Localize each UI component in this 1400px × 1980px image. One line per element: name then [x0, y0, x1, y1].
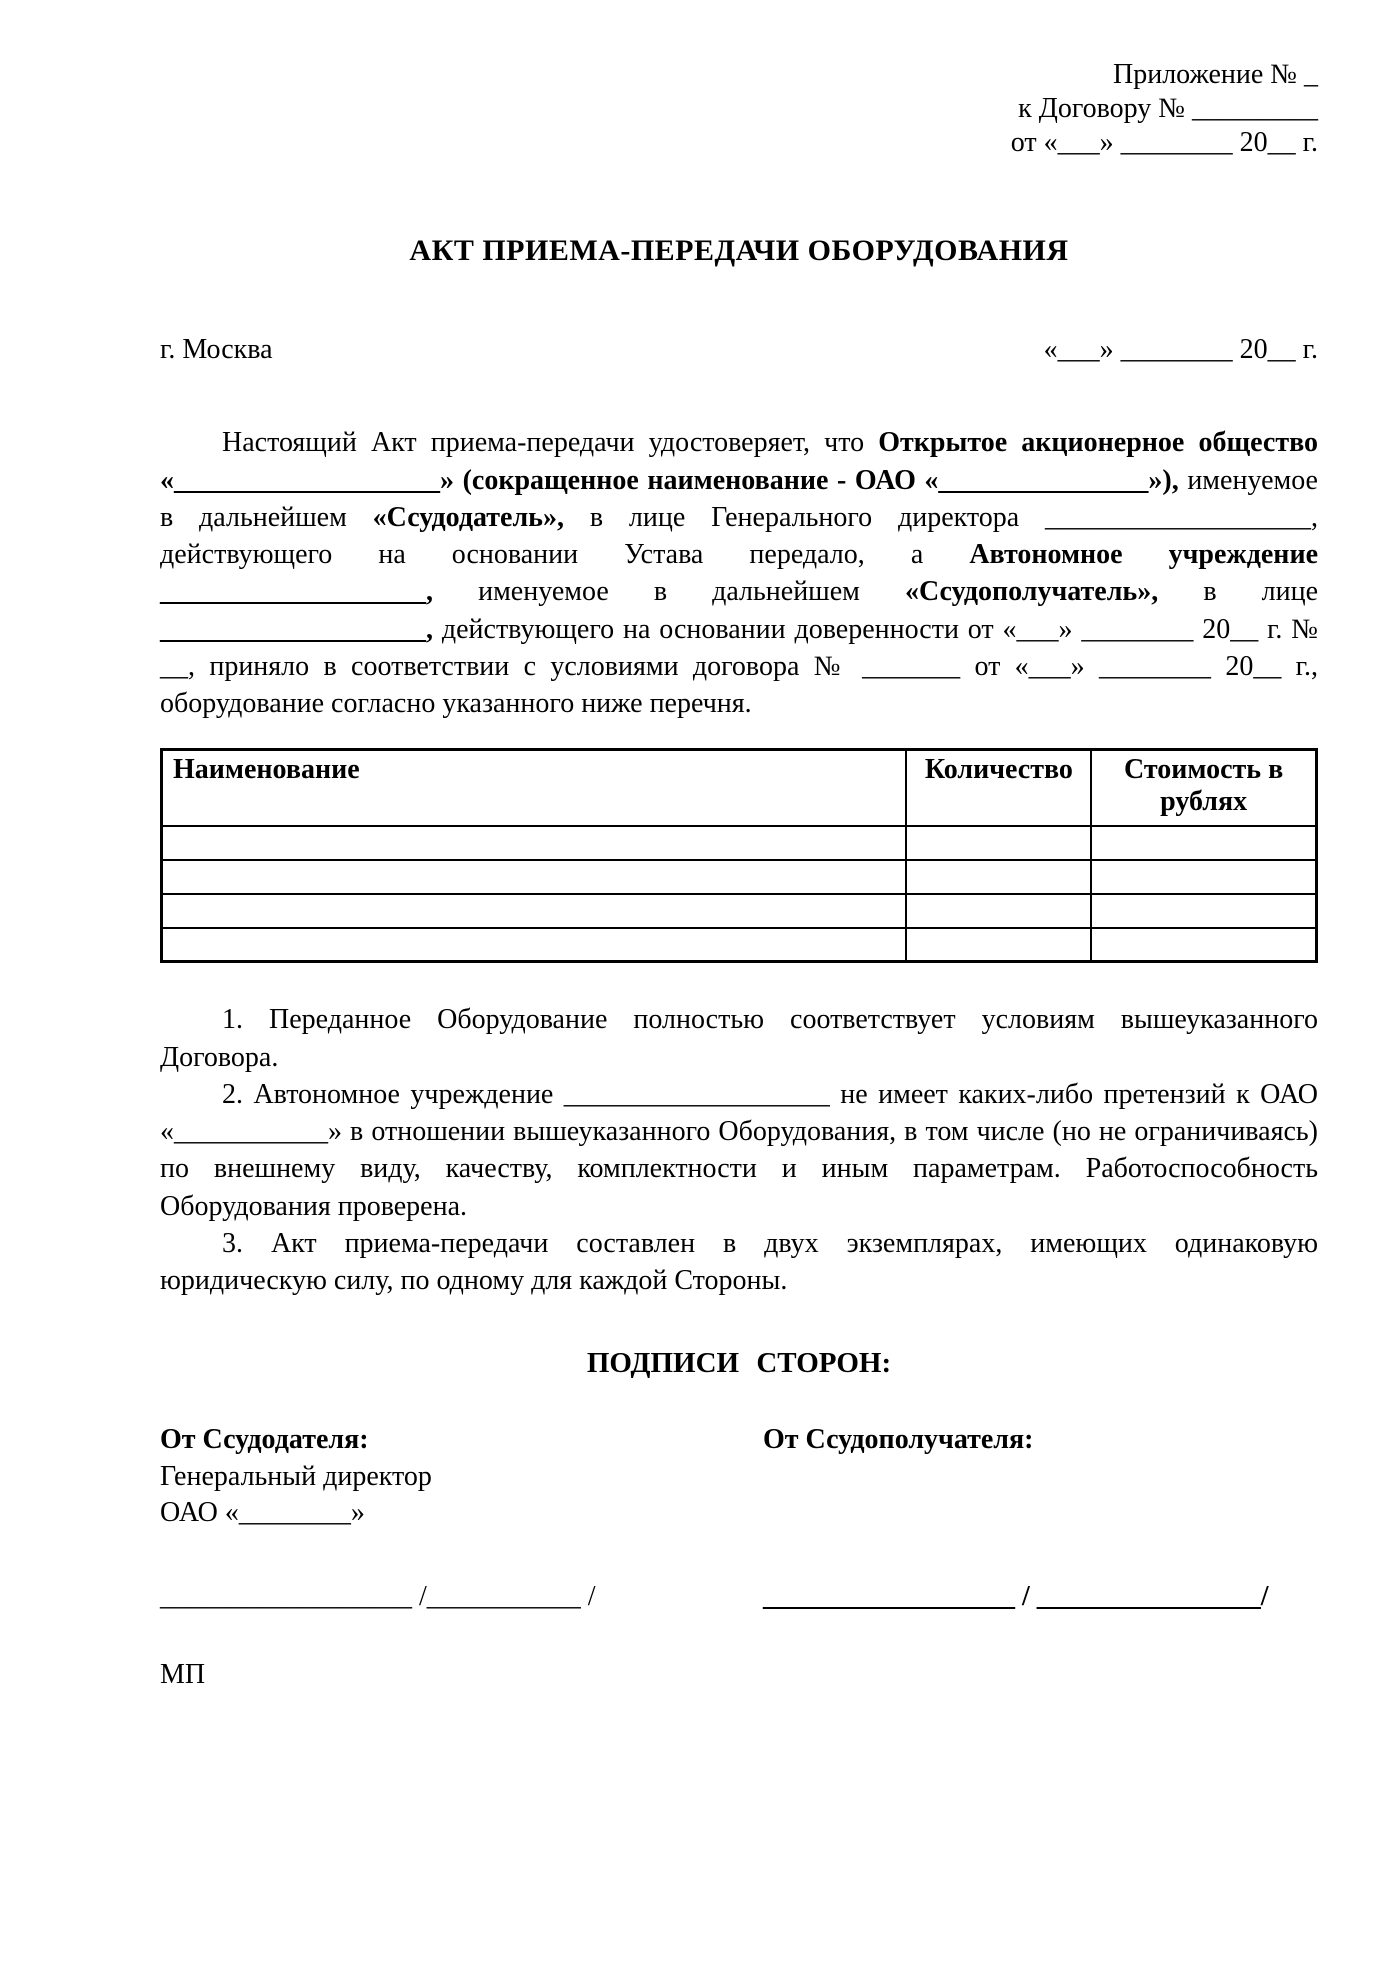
equipment-table-head — [162, 750, 1317, 826]
appendix-header-block — [160, 58, 1318, 160]
table-cell — [1091, 860, 1316, 894]
intro-bold-run: Открытое акционерное общество «___________________» (сокращенное наименование - ОАО «_______________»), — [160, 427, 1318, 496]
column-header-cost: Стоимость в рублях — [1091, 750, 1316, 826]
seal-placeholder: МП — [160, 1659, 206, 1691]
intro-text-run: Настоящий Акт приема-передачи удостоверяет, что — [222, 427, 879, 459]
intro-bold-run: «Ссудодатель», — [372, 501, 564, 533]
clause-3: 3. Акт приема-передачи составлен в двух экземплярах, имеющих одинаковую юридическую силу, по одному для каждой Стороны. — [160, 1227, 1318, 1296]
lender-role: Генеральный директор — [160, 1460, 432, 1492]
column-header-quantity: Количество — [906, 750, 1091, 826]
city-label: г. Москва — [160, 334, 273, 366]
equipment-table — [160, 748, 1318, 963]
intro-bold-run: Автономное учреждение ___________________, — [160, 539, 1319, 608]
table-cell — [162, 928, 907, 962]
intro-text-run: в лице — [1158, 576, 1319, 608]
table-header-row — [162, 750, 1317, 826]
lender-signature-line: __________________ /___________ / — [160, 1581, 596, 1613]
intro-text-run: действующего на основании доверенности от «___» ________ 20__ г. № __, приняло в соответствии с условиями договора № _______ от «___» ________ 20__ г., оборудование согласно указанного ниже перечня. — [160, 613, 1318, 720]
contract-date-line: от «___» ________ 20__ г. — [1010, 127, 1318, 159]
table-cell — [162, 826, 907, 860]
intro-bold-run: «Ссудополучатель», — [904, 576, 1159, 608]
signatures-section-title: ПОДПИСИ СТОРОН: — [586, 1347, 892, 1380]
table-cell — [162, 894, 907, 928]
borrower-signature-column — [739, 1422, 1318, 1531]
table-cell — [906, 894, 1091, 928]
lender-signature-column — [160, 1422, 739, 1531]
table-cell — [1091, 928, 1316, 962]
clause-1: 1. Переданное Оборудование полностью соответствует условиям вышеуказанного Договора. — [160, 1004, 1318, 1073]
intro-bold-run: ___________________, — [160, 613, 433, 645]
place-date-row — [160, 334, 1318, 366]
table-row — [162, 928, 1317, 962]
table-cell — [906, 928, 1091, 962]
table-row — [162, 860, 1317, 894]
table-row — [162, 894, 1317, 928]
clauses-section — [160, 1001, 1318, 1299]
table-cell — [1091, 894, 1316, 928]
column-header-name: Наименование — [162, 750, 907, 826]
page-title: АКТ ПРИЕМА-ПЕРЕДАЧИ ОБОРУДОВАНИЯ — [409, 234, 1069, 268]
table-cell — [906, 860, 1091, 894]
signature-columns — [160, 1422, 1318, 1531]
intro-text-run: в лице Генерального директора ___________________, действующего на основании Устава передало, а — [160, 501, 1318, 571]
borrower-signature-line: __________________ / ________________/ — [763, 1581, 1269, 1613]
table-cell — [162, 860, 907, 894]
table-cell — [1091, 826, 1316, 860]
intro-text-run: именуемое в дальнейшем — [160, 464, 1318, 533]
table-cell — [906, 826, 1091, 860]
equipment-table-body — [162, 826, 1317, 962]
signature-lines-row — [160, 1581, 1318, 1613]
borrower-header: От Ссудополучателя: — [763, 1424, 1034, 1456]
clause-2: 2. Автономное учреждение ___________________ не имеет каких-либо претензий к ОАО «___________» в отношении вышеуказанного Оборудования, в том числе (но не ограничиваясь) по внешнему виду, качеству, комплектности и иным параметрам. Работоспособность Оборудования проверена. — [160, 1078, 1318, 1222]
lender-org-blank: ОАО «________» — [160, 1497, 365, 1528]
lender-header: От Ссудодателя: — [160, 1424, 369, 1456]
intro-text-run: именуемое в дальнейшем — [433, 576, 905, 608]
appendix-number-line: Приложение № _ — [1113, 59, 1318, 90]
table-row — [162, 826, 1317, 860]
intro-paragraph — [160, 424, 1318, 722]
contract-number-line: к Договору № _________ — [1018, 93, 1318, 125]
act-date-blank: «___» ________ 20__ г. — [1043, 334, 1318, 366]
